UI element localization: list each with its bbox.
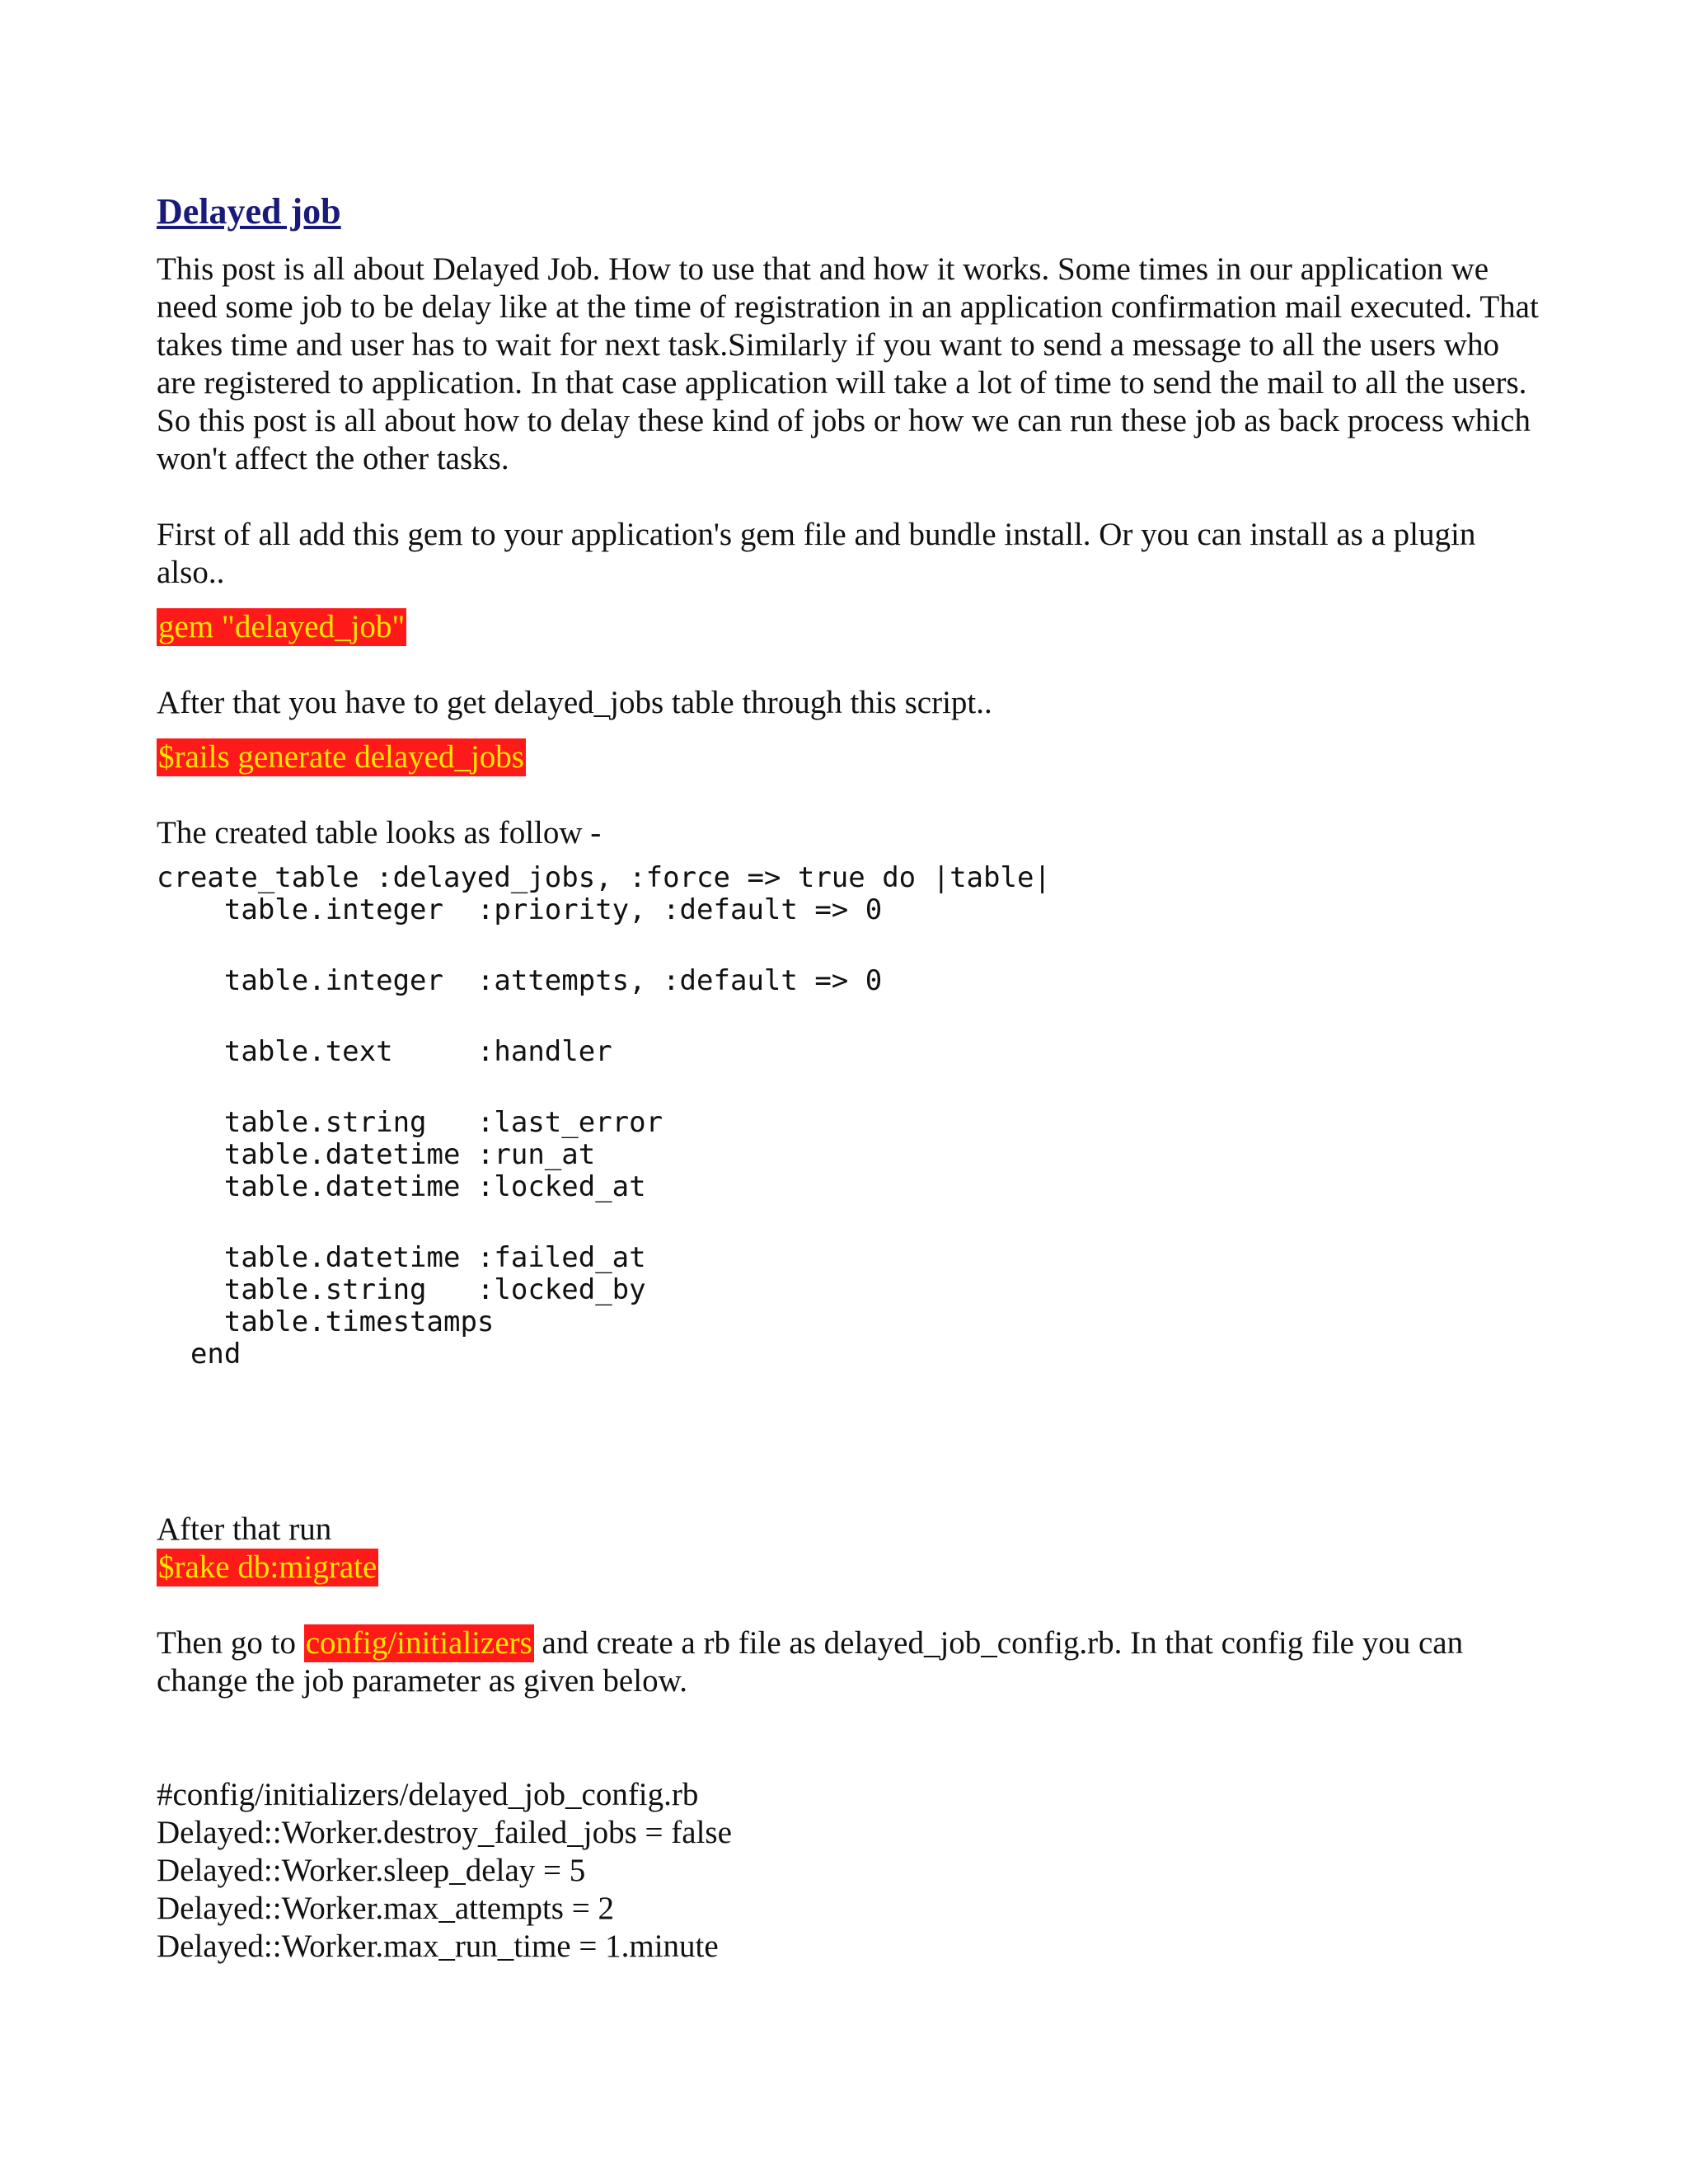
then-go-prefix: Then go to — [157, 1625, 304, 1661]
then-go-suffix: and create a rb file as delayed_job_config.rb. In that config file you can change the job parameter as given below. — [157, 1625, 1464, 1699]
config-block — [157, 1776, 1541, 1966]
code-line — [157, 926, 1541, 965]
table-intro-paragraph: The created table looks as follow - — [157, 815, 602, 851]
step2-paragraph: After that you have to get delayed_jobs table through this script.. — [157, 685, 992, 720]
intro-paragraph: This post is all about Delayed Job. How to use that and how it works. Some times in our application we need some job to be delay like at the time of registration in an application confirmation mail executed. That takes time and user has to wait for next task.Similarly if you want to send a message to all the users who are registered to application. In that case application will take a lot of time to send the mail to all the users. So this post is all about how to delay these kind of jobs or how we can run these job as back process which won't affect the other tasks. — [157, 251, 1539, 476]
generate-command-highlight: $rails generate delayed_jobs — [158, 739, 524, 775]
code-line: create_table :delayed_jobs, :force => true do |table| — [157, 861, 1051, 894]
code-line: end — [157, 1338, 241, 1371]
spacer — [157, 478, 1541, 516]
code-line — [157, 1068, 1541, 1107]
config-line: Delayed::Worker.destroy_failed_jobs = false — [157, 1815, 732, 1850]
spacer — [157, 776, 1541, 814]
code-line: table.timestamps — [157, 1305, 495, 1338]
then-go-paragraph — [157, 1624, 1541, 1700]
step1-paragraph: First of all add this gem to your application's gem file and bundle install. Or you can install as a plugin also.. — [157, 517, 1476, 590]
code-line: table.integer :priority, :default => 0 — [157, 893, 883, 926]
code-line: table.string :locked_by — [157, 1273, 646, 1306]
code-line: table.text :handler — [157, 1035, 612, 1068]
migrate-command-highlight: $rake db:migrate — [158, 1549, 377, 1585]
code-line: table.datetime :locked_at — [157, 1170, 646, 1203]
initializers-path-highlight: config/initializers — [305, 1625, 532, 1661]
document-page — [157, 190, 1541, 1966]
config-line: Delayed::Worker.sleep_delay = 5 — [157, 1853, 586, 1888]
code-line — [157, 997, 1541, 1036]
spacer — [157, 1586, 1541, 1624]
code-line: table.string :last_error — [157, 1106, 663, 1139]
gem-line-highlight: gem "delayed_job" — [158, 609, 406, 644]
spacer — [157, 1700, 1541, 1776]
spacer — [157, 1371, 1541, 1511]
config-line: #config/initializers/delayed_job_config.rb — [157, 1777, 699, 1812]
spacer — [157, 646, 1541, 684]
page-title[interactable]: Delayed job — [157, 191, 341, 232]
code-line: table.integer :attempts, :default => 0 — [157, 964, 883, 997]
config-line: Delayed::Worker.max_run_time = 1.minute — [157, 1929, 719, 1964]
code-line — [157, 1203, 1541, 1242]
spacer — [157, 592, 1541, 608]
spacer — [157, 722, 1541, 738]
code-line: table.datetime :run_at — [157, 1138, 596, 1171]
run-paragraph: After that run — [157, 1511, 332, 1547]
code-block — [157, 862, 1541, 1371]
config-line: Delayed::Worker.max_attempts = 2 — [157, 1891, 614, 1926]
code-line: table.datetime :failed_at — [157, 1241, 646, 1274]
